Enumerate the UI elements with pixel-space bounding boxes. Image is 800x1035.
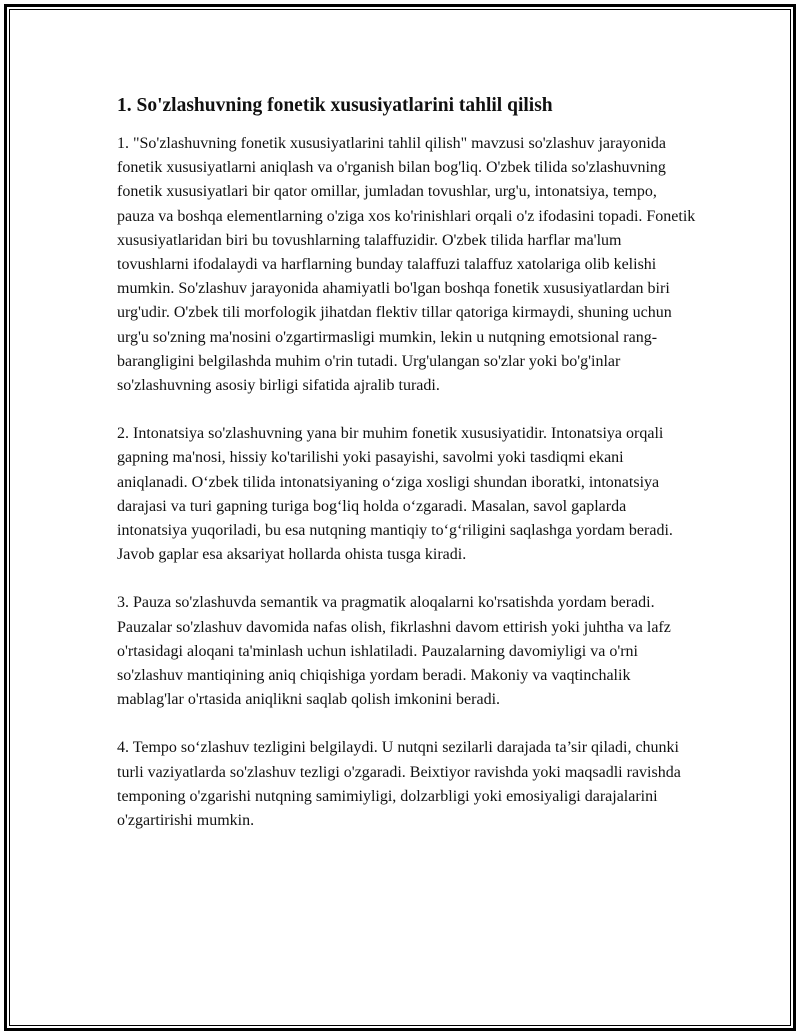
paragraph-3: 3. Pauza so'zlashuvda semantik va pragmatik aloqalarni ko'rsatishda yordam beradi. Pauzalar so'zlashuv davomida nafas olish, fikrlashni davom ettirish yoki juhtha va lafz o'rtasidagi aloqani ta'minlash uchun ishlatiladi. Pauzalarning davomiyligi va o'rni so'zlashuv mantiqining aniq chiqishiga yordam beradi. Makoniy va vaqtinchalik mablag'lar o'rtasida aniqlikni saqlab qolish imkonini beradi. [117,594,671,709]
document-body [117,92,697,857]
paragraph-4: 4. Tempo so‘zlashuv tezligini belgilaydi. U nutqni sezilarli darajada ta’sir qiladi, chunki turli vaziyatlarda so'zlashuv tezligi o'zgaradi. Beixtiyor ravishda yoki maqsadli ravishda temponing o'zgarishi nutqning samimiyligi, dolzarbligi yoki emosiyaligi darajalarini o'zgartirishi mumkin. [117,739,681,830]
paragraph-1: 1. "So'zlashuvning fonetik xususiyatlarini tahlil qilish" mavzusi so'zlashuv jarayonida fonetik xususiyatlarni aniqlash va o'rganish bilan bog'liq. O'zbek tilida so'zlashuvning fonetik xususiyatlari bir qator omillar, jumladan tovushlar, urg'u, intonatsiya, tempo, pauza va boshqa elementlarning o'ziga xos ko'rinishlari orqali o'z ifodasini topadi. Fonetik xususiyatlaridan biri bu tovushlarning talaffuzidir. O'zbek tilida harflar ma'lum tovushlarni ifodalaydi va harflarning bunday talaffuzi talaffuz xatolariga olib kelishi mumkin. So'zlashuv jarayonida ahamiyatli bo'lgan boshqa fonetik xususiyatlardan biri urg'udir. O'zbek tili morfologik jihatdan flektiv tillar qatoriga kirmaydi, shuning uchun urg'u so'zning ma'nosini o'zgartirmasligi mumkin, lekin u nutqning emotsional rang-barangligini belgilashda muhim o'rin tutadi. Urg'ulangan so'zlar yoki bo'g'inlar so'zlashuvning asosiy birligi sifatida ajralib turadi. [117,135,696,395]
paragraph-2: 2. Intonatsiya so'zlashuvning yana bir muhim fonetik xususiyatidir. Intonatsiya orqali gapning ma'nosi, hissiy ko'tarilishi yoki pasayishi, savolmi yoki tasdiqmi ekani aniqlanadi. O‘zbek tilida intonatsiyaning o‘ziga xosligi shundan iboratki, intonatsiya darajasi va turi gapning turiga bog‘liq holda o‘zgaradi. Masalan, savol gaplarda intonatsiya yuqoriladi, bu esa nutqning mantiqiy to‘g‘riligini saqlashga yordam beradi. Javob gaplar esa aksariyat hollarda ohista tusga kiradi. [117,425,673,564]
section-title: 1. So'zlashuvning fonetik xususiyatlarini tahlil qilish [117,95,553,116]
